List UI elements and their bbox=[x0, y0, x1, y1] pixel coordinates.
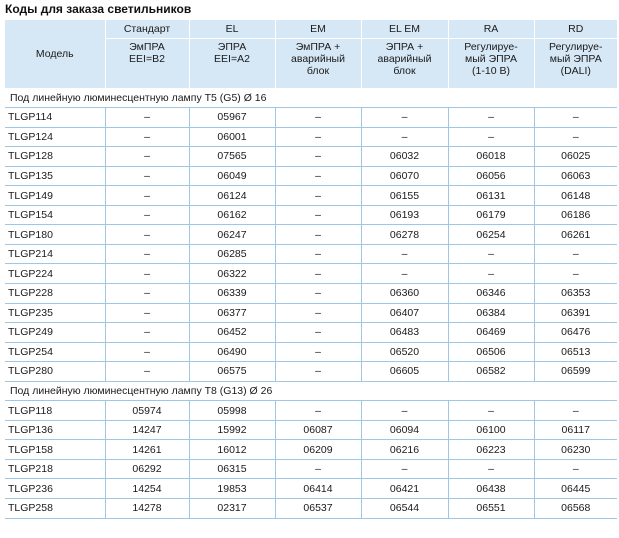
code-cell: 06056 bbox=[448, 166, 534, 186]
table-row bbox=[5, 342, 617, 362]
header-sub-line: EEI=A2 bbox=[214, 52, 250, 65]
code-cell: 06346 bbox=[448, 283, 534, 303]
code-cell: 15992 bbox=[189, 420, 275, 440]
header-group-el-em: EL EM bbox=[361, 20, 448, 38]
code-cell: – bbox=[448, 127, 534, 147]
table-row bbox=[5, 323, 617, 343]
code-cell: – bbox=[361, 401, 448, 421]
header-sub-el bbox=[189, 38, 275, 88]
code-cell: 16012 bbox=[189, 440, 275, 460]
code-cell: – bbox=[275, 459, 361, 479]
code-cell: 06469 bbox=[448, 323, 534, 343]
code-cell: – bbox=[105, 225, 189, 245]
code-cell: 06186 bbox=[534, 205, 617, 225]
code-cell: 06216 bbox=[361, 440, 448, 460]
table-row bbox=[5, 440, 617, 460]
table-row bbox=[5, 459, 617, 479]
table-row bbox=[5, 303, 617, 323]
code-cell: 14247 bbox=[105, 420, 189, 440]
code-cell: 06292 bbox=[105, 459, 189, 479]
header-sub-line: аварийный bbox=[377, 52, 432, 65]
code-cell: – bbox=[105, 264, 189, 284]
code-cell: 06582 bbox=[448, 362, 534, 382]
code-cell: 02317 bbox=[189, 498, 275, 518]
header-sub-line: блок bbox=[393, 64, 416, 77]
header-sub-ra bbox=[448, 38, 534, 88]
model-cell: TLGP158 bbox=[5, 440, 105, 460]
code-cell: 06322 bbox=[189, 264, 275, 284]
code-cell: 06377 bbox=[189, 303, 275, 323]
model-cell: TLGP154 bbox=[5, 205, 105, 225]
code-cell: – bbox=[275, 303, 361, 323]
model-cell: TLGP228 bbox=[5, 283, 105, 303]
code-cell: 06032 bbox=[361, 147, 448, 167]
code-cell: – bbox=[105, 108, 189, 128]
table-row bbox=[5, 498, 617, 518]
code-cell: 06230 bbox=[534, 440, 617, 460]
code-cell: 06148 bbox=[534, 186, 617, 206]
section-row bbox=[5, 88, 617, 108]
header-sub-line: EEI=B2 bbox=[129, 52, 165, 65]
code-cell: – bbox=[275, 127, 361, 147]
code-cell: – bbox=[361, 264, 448, 284]
header-sub-line: (1-10 В) bbox=[472, 64, 510, 77]
code-cell: 06063 bbox=[534, 166, 617, 186]
table-row bbox=[5, 420, 617, 440]
code-cell: – bbox=[448, 401, 534, 421]
code-cell: – bbox=[275, 147, 361, 167]
code-cell: 06599 bbox=[534, 362, 617, 382]
code-cell: 06445 bbox=[534, 479, 617, 499]
header-sub-standard bbox=[105, 38, 189, 88]
code-cell: 06179 bbox=[448, 205, 534, 225]
code-cell: – bbox=[105, 147, 189, 167]
model-cell: TLGP236 bbox=[5, 479, 105, 499]
code-cell: – bbox=[275, 186, 361, 206]
code-cell: 06193 bbox=[361, 205, 448, 225]
code-cell: – bbox=[105, 127, 189, 147]
code-cell: – bbox=[105, 186, 189, 206]
table-row bbox=[5, 205, 617, 225]
code-cell: – bbox=[105, 166, 189, 186]
model-cell: TLGP280 bbox=[5, 362, 105, 382]
section-label: Под линейную люминесцентную лампу Т8 (G13) Ø 26 bbox=[5, 381, 617, 401]
code-cell: 06018 bbox=[448, 147, 534, 167]
code-cell: – bbox=[275, 283, 361, 303]
code-cell: – bbox=[105, 342, 189, 362]
model-cell: TLGP135 bbox=[5, 166, 105, 186]
model-cell: TLGP114 bbox=[5, 108, 105, 128]
table-row bbox=[5, 401, 617, 421]
code-cell: – bbox=[448, 264, 534, 284]
header-model: Модель bbox=[5, 20, 105, 88]
code-cell: 06124 bbox=[189, 186, 275, 206]
code-cell: 06254 bbox=[448, 225, 534, 245]
code-cell: – bbox=[361, 108, 448, 128]
code-cell: 14261 bbox=[105, 440, 189, 460]
code-cell: 06285 bbox=[189, 244, 275, 264]
table-row bbox=[5, 186, 617, 206]
code-cell: 06049 bbox=[189, 166, 275, 186]
code-cell: – bbox=[534, 244, 617, 264]
code-cell: 06117 bbox=[534, 420, 617, 440]
table-row bbox=[5, 166, 617, 186]
model-cell: TLGP180 bbox=[5, 225, 105, 245]
table-row bbox=[5, 283, 617, 303]
code-cell: – bbox=[105, 323, 189, 343]
header-sub-line: ЭПРА + bbox=[385, 40, 424, 53]
table-row bbox=[5, 225, 617, 245]
header-sub-line: мый ЭПРА bbox=[549, 52, 602, 65]
table-title: Коды для заказа светильников bbox=[5, 2, 192, 16]
code-cell: 06162 bbox=[189, 205, 275, 225]
table-row bbox=[5, 479, 617, 499]
code-cell: 06025 bbox=[534, 147, 617, 167]
code-cell: – bbox=[105, 303, 189, 323]
code-cell: 06100 bbox=[448, 420, 534, 440]
code-cell: 06544 bbox=[361, 498, 448, 518]
code-cell: – bbox=[534, 108, 617, 128]
code-cell: – bbox=[534, 264, 617, 284]
code-cell: 06070 bbox=[361, 166, 448, 186]
code-cell: 06490 bbox=[189, 342, 275, 362]
section-label: Под линейную люминесцентную лампу Т5 (G5) Ø 16 bbox=[5, 88, 617, 108]
code-cell: – bbox=[361, 459, 448, 479]
header-sub-el-em bbox=[361, 38, 448, 88]
code-cell: – bbox=[361, 244, 448, 264]
order-codes-table bbox=[5, 20, 617, 519]
header-group-ra: RA bbox=[448, 20, 534, 38]
code-cell: – bbox=[534, 401, 617, 421]
model-cell: TLGP214 bbox=[5, 244, 105, 264]
model-cell: TLGP218 bbox=[5, 459, 105, 479]
code-cell: – bbox=[105, 362, 189, 382]
model-cell: TLGP254 bbox=[5, 342, 105, 362]
table-row bbox=[5, 127, 617, 147]
code-cell: 06247 bbox=[189, 225, 275, 245]
code-cell: 06261 bbox=[534, 225, 617, 245]
model-cell: TLGP124 bbox=[5, 127, 105, 147]
code-cell: – bbox=[105, 244, 189, 264]
model-cell: TLGP249 bbox=[5, 323, 105, 343]
header-sub-em bbox=[275, 38, 361, 88]
table-row bbox=[5, 147, 617, 167]
code-cell: – bbox=[275, 323, 361, 343]
header-sub-line: (DALI) bbox=[560, 64, 591, 77]
code-cell: – bbox=[275, 362, 361, 382]
code-cell: – bbox=[448, 244, 534, 264]
model-cell: TLGP128 bbox=[5, 147, 105, 167]
code-cell: 06551 bbox=[448, 498, 534, 518]
code-cell: 06209 bbox=[275, 440, 361, 460]
code-cell: 06513 bbox=[534, 342, 617, 362]
code-cell: 06360 bbox=[361, 283, 448, 303]
code-cell: 05974 bbox=[105, 401, 189, 421]
header-sub-line: ЭмПРА + bbox=[295, 40, 341, 53]
code-cell: 06506 bbox=[448, 342, 534, 362]
model-cell: TLGP149 bbox=[5, 186, 105, 206]
table-row bbox=[5, 244, 617, 264]
code-cell: 06155 bbox=[361, 186, 448, 206]
header-sub-rd bbox=[534, 38, 617, 88]
code-cell: 19853 bbox=[189, 479, 275, 499]
header-sub-line: блок bbox=[306, 64, 330, 77]
code-cell: 14278 bbox=[105, 498, 189, 518]
code-cell: – bbox=[534, 459, 617, 479]
model-cell: TLGP235 bbox=[5, 303, 105, 323]
model-cell: TLGP224 bbox=[5, 264, 105, 284]
table-row bbox=[5, 264, 617, 284]
code-cell: 06421 bbox=[361, 479, 448, 499]
model-cell: TLGP118 bbox=[5, 401, 105, 421]
code-cell: 06278 bbox=[361, 225, 448, 245]
code-cell: – bbox=[275, 108, 361, 128]
code-cell: – bbox=[275, 401, 361, 421]
code-cell: 06353 bbox=[534, 283, 617, 303]
code-cell: – bbox=[275, 244, 361, 264]
code-cell: 06407 bbox=[361, 303, 448, 323]
code-cell: 06575 bbox=[189, 362, 275, 382]
code-cell: 06315 bbox=[189, 459, 275, 479]
code-cell: 06094 bbox=[361, 420, 448, 440]
code-cell: 06131 bbox=[448, 186, 534, 206]
code-cell: – bbox=[275, 205, 361, 225]
section-row bbox=[5, 381, 617, 401]
code-cell: – bbox=[448, 108, 534, 128]
table-row bbox=[5, 108, 617, 128]
header-group-standard: Стандарт bbox=[105, 20, 189, 38]
code-cell: – bbox=[275, 225, 361, 245]
code-cell: 06476 bbox=[534, 323, 617, 343]
code-cell: 06391 bbox=[534, 303, 617, 323]
code-cell: 06339 bbox=[189, 283, 275, 303]
header-group-em: EM bbox=[275, 20, 361, 38]
code-cell: 06483 bbox=[361, 323, 448, 343]
code-cell: 05967 bbox=[189, 108, 275, 128]
table-row bbox=[5, 362, 617, 382]
code-cell: – bbox=[534, 127, 617, 147]
code-cell: 14254 bbox=[105, 479, 189, 499]
header-sub-line: ЭмПРА bbox=[129, 40, 165, 53]
code-cell: – bbox=[361, 127, 448, 147]
header-group-el: EL bbox=[189, 20, 275, 38]
code-cell: 06087 bbox=[275, 420, 361, 440]
header-sub-line: ЭПРА bbox=[217, 40, 247, 53]
code-cell: 06001 bbox=[189, 127, 275, 147]
code-cell: 06414 bbox=[275, 479, 361, 499]
code-cell: – bbox=[105, 283, 189, 303]
code-cell: 06605 bbox=[361, 362, 448, 382]
code-cell: 07565 bbox=[189, 147, 275, 167]
code-cell: – bbox=[275, 166, 361, 186]
model-cell: TLGP258 bbox=[5, 498, 105, 518]
code-cell: 05998 bbox=[189, 401, 275, 421]
header-sub-line: мый ЭПРА bbox=[465, 52, 517, 65]
header-sub-line: Регулируе- bbox=[549, 40, 603, 53]
header-group-rd: RD bbox=[534, 20, 617, 38]
code-cell: – bbox=[275, 264, 361, 284]
model-cell: TLGP136 bbox=[5, 420, 105, 440]
code-cell: 06520 bbox=[361, 342, 448, 362]
code-cell: 06537 bbox=[275, 498, 361, 518]
code-cell: – bbox=[105, 205, 189, 225]
code-cell: 06384 bbox=[448, 303, 534, 323]
code-cell: 06223 bbox=[448, 440, 534, 460]
code-cell: 06438 bbox=[448, 479, 534, 499]
code-cell: – bbox=[275, 342, 361, 362]
code-cell: 06452 bbox=[189, 323, 275, 343]
header-sub-line: аварийный bbox=[291, 52, 345, 65]
code-cell: – bbox=[448, 459, 534, 479]
code-cell: 06568 bbox=[534, 498, 617, 518]
header-sub-line: Регулируе- bbox=[464, 40, 518, 53]
